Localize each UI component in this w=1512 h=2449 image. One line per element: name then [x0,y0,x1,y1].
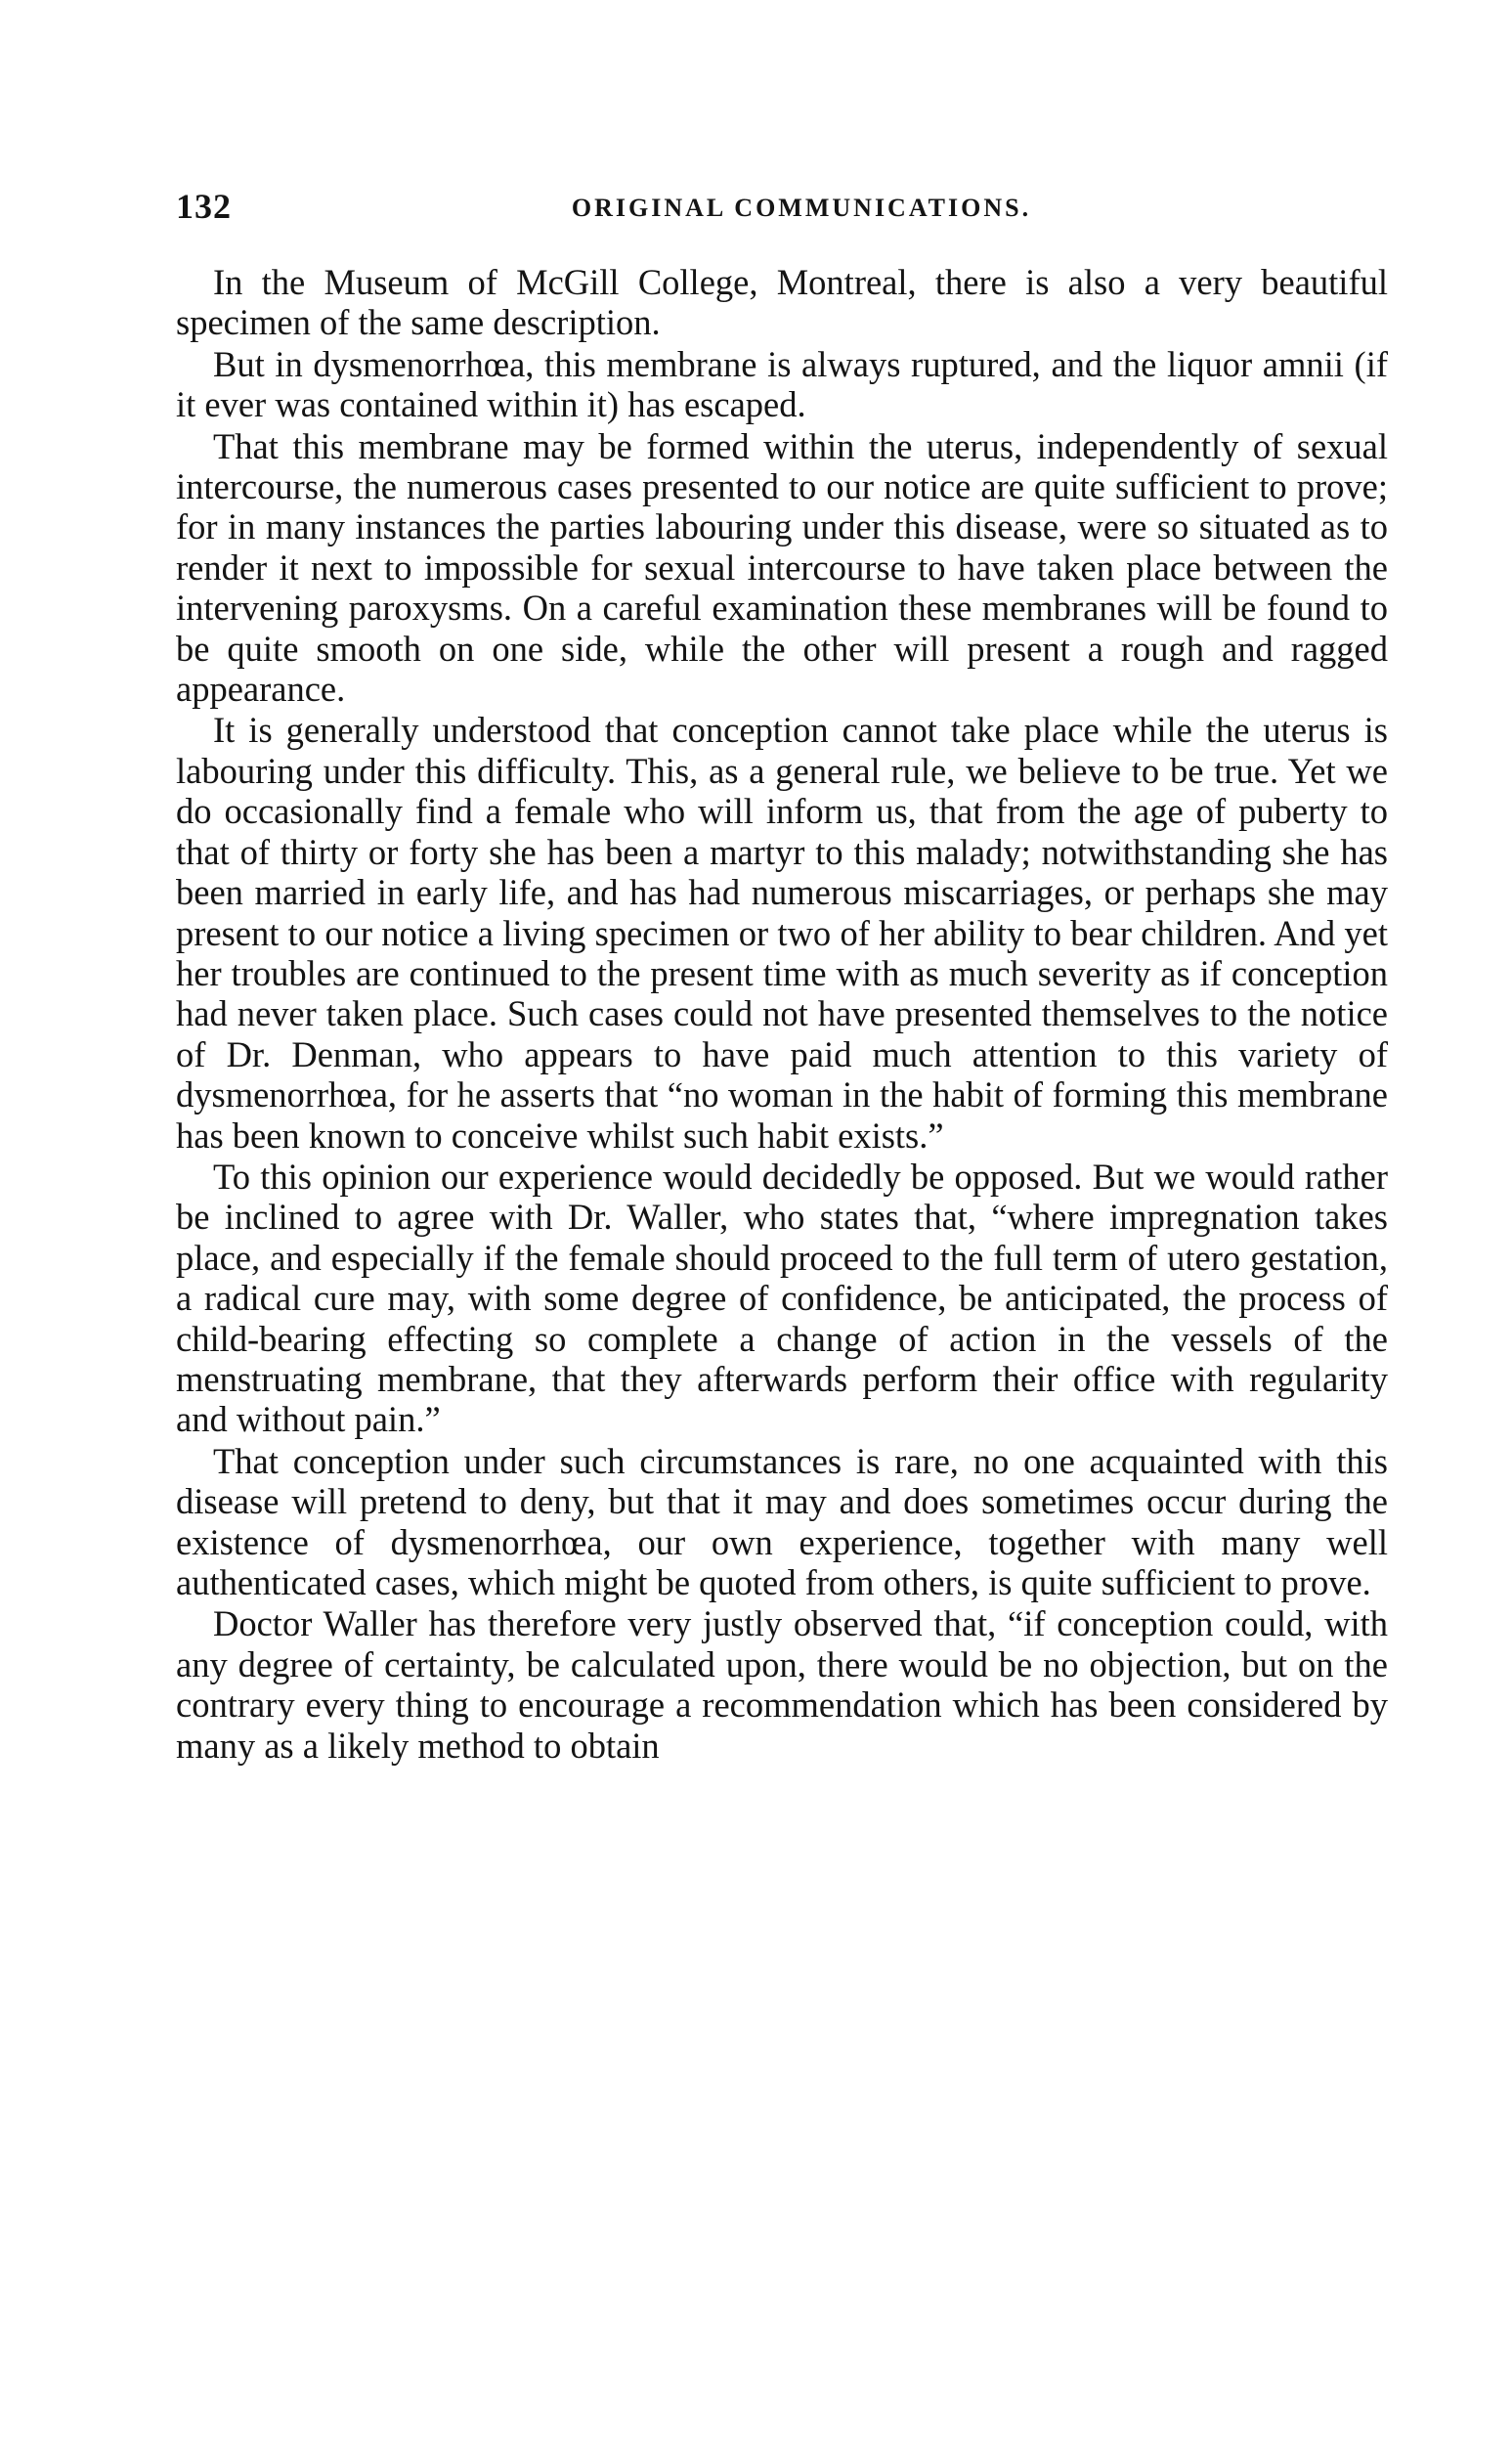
paragraph-rarity: That conception under such circumstances is rare, no one acquainted with this disease will pretend to deny, but that it may and does sometimes occur during the existence of dysmenorrhœa, our own experience, together with many well authenticated cases, which might be quoted from others, is quite sufficient to prove. [176,1440,1388,1602]
running-head: ORIGINAL COMMUNICATIONS. [571,194,1032,222]
paragraph-conception: It is generally understood that conception cannot take place while the uterus is labouring under this difficulty. This, as a general rule, we believe to be true. Yet we do occasionally find a female who will inform us, that from the age of puberty to that of thirty or forty she has been a martyr to this malady; notwithstanding she has been married in early life, and has had numerous miscarriages, or perhaps she may present to our notice a living specimen or two of her ability to bear children. And yet her troubles are continued to the present time with as much severity as if conception had never taken place. Such cases could not have presented themselves to the notice of Dr. Denman, who appears to have paid much attention to this variety of dysmenorrhœa, for he asserts that “no woman in the habit of forming this membrane has been known to conceive whilst such habit exists.” [176,710,1388,1156]
paragraph-opinion: To this opinion our experience would decidedly be opposed. But we would rather be inclined to agree with Dr. Waller, who states that, “where impregnation takes place, and especially if the female should proceed to the full term of utero gestation, a radical cure may, with some degree of confidence, be anticipated, the process of child-bearing effecting so complete a change of action in the vessels of the menstruating membrane, that they afterwards perform their office with regularity and without pain.” [176,1156,1388,1440]
paragraph-waller: Doctor Waller has therefore very justly observed that, “if conception could, with any degree of certainty, be calculated upon, there would be no objection, but on the contrary every thing to encourage a recommendation which has been considered by many as a likely method to obtain [176,1603,1388,1766]
paragraph-membrane-formation: That this membrane may be formed within the uterus, independently of sexual intercourse, the numerous cases presented to our notice are quite sufficient to prove; for in many instances the parties labouring under this disease, were so situated as to render it next to impossible for sexual intercourse to have taken place between the intervening paroxysms. On a careful examination these membranes will be found to be quite smooth on one side, while the other will present a rough and ragged appearance. [176,425,1388,710]
paragraph-museum: In the Museum of McGill College, Montreal, there is also a very beautiful specimen of the same description. [176,262,1388,343]
body-text [176,262,1388,1766]
page-number: 132 [176,187,232,226]
paragraph-ruptured-membrane: But in dysmenorrhœa, this membrane is always ruptured, and the liquor amnii (if it ever was contained within it) has escaped. [176,343,1388,425]
page-header [176,186,1398,235]
